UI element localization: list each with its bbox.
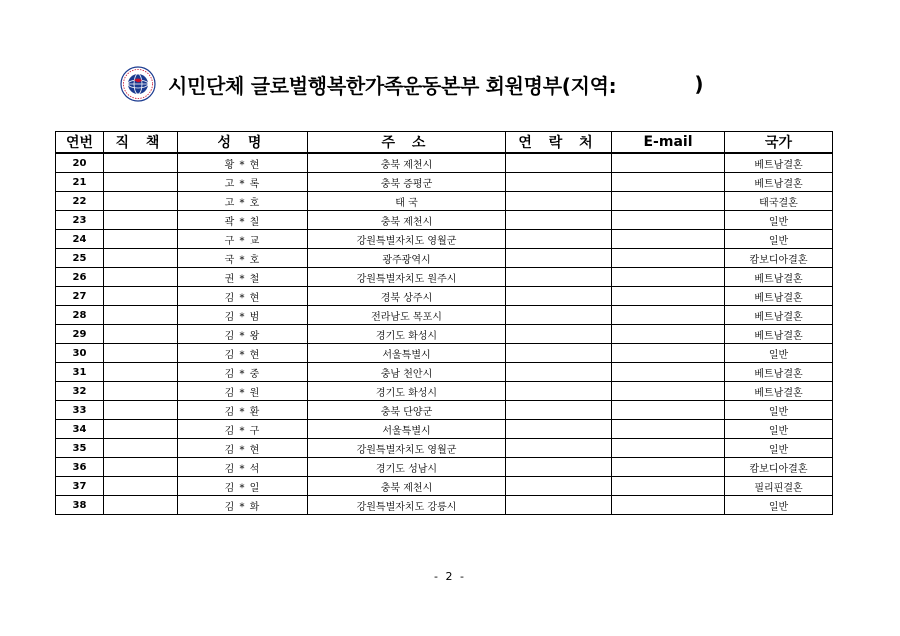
- cell-contact: [506, 439, 612, 458]
- cell-name: 김 * 현: [178, 287, 308, 306]
- column-header-email: E-mail: [612, 132, 725, 154]
- document-title: 시민단체 글로벌행복한가족운동본부 회원명부(지역:: [168, 73, 617, 98]
- cell-country: 베트남결혼: [725, 173, 833, 192]
- cell-name: 김 * 현: [178, 344, 308, 363]
- cell-number: 38: [56, 496, 104, 515]
- cell-email: [612, 344, 725, 363]
- cell-number: 36: [56, 458, 104, 477]
- cell-contact: [506, 496, 612, 515]
- cell-email: [612, 363, 725, 382]
- cell-country: 베트남결혼: [725, 363, 833, 382]
- table-row: [56, 268, 833, 287]
- table-row: [56, 363, 833, 382]
- cell-address: 충북 제천시: [308, 211, 506, 230]
- cell-name: 황 * 현: [178, 153, 308, 173]
- cell-country: 일반: [725, 439, 833, 458]
- cell-contact: [506, 211, 612, 230]
- column-header-number: 연번: [56, 132, 104, 154]
- cell-country: 베트남결혼: [725, 153, 833, 173]
- cell-name: 곽 * 칠: [178, 211, 308, 230]
- table-row: [56, 153, 833, 173]
- cell-number: 27: [56, 287, 104, 306]
- cell-contact: [506, 344, 612, 363]
- cell-country: 캄보디아결혼: [725, 458, 833, 477]
- cell-name: 김 * 현: [178, 439, 308, 458]
- cell-email: [612, 306, 725, 325]
- table-row: [56, 230, 833, 249]
- cell-number: 21: [56, 173, 104, 192]
- cell-address: 경북 상주시: [308, 287, 506, 306]
- table-body: [56, 153, 833, 515]
- cell-number: 23: [56, 211, 104, 230]
- cell-position: [104, 458, 178, 477]
- column-header-contact: 연 락 처: [506, 132, 612, 154]
- cell-contact: [506, 458, 612, 477]
- cell-country: 캄보디아결혼: [725, 249, 833, 268]
- cell-name: 권 * 철: [178, 268, 308, 287]
- cell-position: [104, 287, 178, 306]
- cell-country: 일반: [725, 344, 833, 363]
- cell-contact: [506, 477, 612, 496]
- cell-name: 구 * 교: [178, 230, 308, 249]
- cell-email: [612, 153, 725, 173]
- cell-email: [612, 496, 725, 515]
- cell-number: 37: [56, 477, 104, 496]
- cell-address: 태 국: [308, 192, 506, 211]
- cell-contact: [506, 173, 612, 192]
- column-header-address: 주 소: [308, 132, 506, 154]
- table-row: [56, 192, 833, 211]
- table-row: [56, 439, 833, 458]
- cell-name: 김 * 일: [178, 477, 308, 496]
- cell-email: [612, 173, 725, 192]
- column-header-position: 직 책: [104, 132, 178, 154]
- cell-contact: [506, 192, 612, 211]
- cell-number: 29: [56, 325, 104, 344]
- table-row: [56, 382, 833, 401]
- cell-email: [612, 458, 725, 477]
- cell-position: [104, 230, 178, 249]
- cell-country: 일반: [725, 401, 833, 420]
- cell-position: [104, 192, 178, 211]
- table-row: [56, 401, 833, 420]
- table-row: [56, 420, 833, 439]
- table-row: [56, 477, 833, 496]
- cell-contact: [506, 420, 612, 439]
- cell-number: 32: [56, 382, 104, 401]
- cell-email: [612, 230, 725, 249]
- cell-position: [104, 173, 178, 192]
- cell-address: 충북 제천시: [308, 477, 506, 496]
- cell-name: 김 * 구: [178, 420, 308, 439]
- table-row: [56, 287, 833, 306]
- cell-address: 강원특별자치도 영월군: [308, 439, 506, 458]
- cell-position: [104, 153, 178, 173]
- cell-address: 충북 제천시: [308, 153, 506, 173]
- cell-position: [104, 363, 178, 382]
- table-row: [56, 344, 833, 363]
- cell-contact: [506, 401, 612, 420]
- table-row: [56, 211, 833, 230]
- table-row: [56, 306, 833, 325]
- cell-number: 34: [56, 420, 104, 439]
- cell-contact: [506, 382, 612, 401]
- cell-number: 22: [56, 192, 104, 211]
- cell-position: [104, 401, 178, 420]
- cell-email: [612, 439, 725, 458]
- cell-country: 일반: [725, 211, 833, 230]
- cell-name: 김 * 원: [178, 382, 308, 401]
- cell-country: 일반: [725, 496, 833, 515]
- cell-name: 김 * 석: [178, 458, 308, 477]
- cell-address: 경기도 화성시: [308, 382, 506, 401]
- cell-email: [612, 192, 725, 211]
- cell-name: 김 * 왕: [178, 325, 308, 344]
- cell-number: 30: [56, 344, 104, 363]
- cell-number: 31: [56, 363, 104, 382]
- cell-position: [104, 420, 178, 439]
- cell-position: [104, 268, 178, 287]
- cell-email: [612, 211, 725, 230]
- cell-email: [612, 382, 725, 401]
- column-header-country: 국가: [725, 132, 833, 154]
- cell-address: 광주광역시: [308, 249, 506, 268]
- cell-email: [612, 477, 725, 496]
- page-number: - 2 -: [434, 570, 466, 583]
- cell-name: 김 * 화: [178, 496, 308, 515]
- cell-country: 베트남결혼: [725, 325, 833, 344]
- cell-country: 베트남결혼: [725, 306, 833, 325]
- cell-country: 일반: [725, 420, 833, 439]
- cell-address: 충북 단양군: [308, 401, 506, 420]
- cell-contact: [506, 153, 612, 173]
- table-row: [56, 173, 833, 192]
- cell-number: 25: [56, 249, 104, 268]
- cell-contact: [506, 230, 612, 249]
- cell-number: 20: [56, 153, 104, 173]
- cell-email: [612, 325, 725, 344]
- cell-address: 전라남도 목포시: [308, 306, 506, 325]
- cell-name: 김 * 범: [178, 306, 308, 325]
- cell-position: [104, 249, 178, 268]
- cell-address: 강원특별자치도 영월군: [308, 230, 506, 249]
- cell-number: 24: [56, 230, 104, 249]
- cell-name: 국 * 호: [178, 249, 308, 268]
- cell-contact: [506, 325, 612, 344]
- table-row: [56, 458, 833, 477]
- table-row: [56, 325, 833, 344]
- cell-address: 강원특별자치도 원주시: [308, 268, 506, 287]
- cell-contact: [506, 363, 612, 382]
- cell-position: [104, 344, 178, 363]
- cell-address: 강원특별자치도 강릉시: [308, 496, 506, 515]
- cell-email: [612, 249, 725, 268]
- cell-name: 고 * 호: [178, 192, 308, 211]
- cell-country: 일반: [725, 230, 833, 249]
- cell-email: [612, 268, 725, 287]
- column-header-name: 성 명: [178, 132, 308, 154]
- cell-address: 경기도 화성시: [308, 325, 506, 344]
- cell-country: 베트남결혼: [725, 382, 833, 401]
- cell-email: [612, 287, 725, 306]
- member-roster-table: [55, 131, 833, 515]
- cell-address: 충북 증평군: [308, 173, 506, 192]
- cell-email: [612, 420, 725, 439]
- document-title-row: [120, 66, 703, 102]
- cell-position: [104, 211, 178, 230]
- cell-name: 김 * 중: [178, 363, 308, 382]
- cell-country: 필리핀결혼: [725, 477, 833, 496]
- cell-number: 28: [56, 306, 104, 325]
- cell-contact: [506, 268, 612, 287]
- cell-contact: [506, 249, 612, 268]
- cell-position: [104, 382, 178, 401]
- table-row: [56, 496, 833, 515]
- cell-number: 26: [56, 268, 104, 287]
- cell-position: [104, 477, 178, 496]
- document-title-close: ): [694, 72, 704, 96]
- cell-country: 태국결혼: [725, 192, 833, 211]
- cell-contact: [506, 287, 612, 306]
- cell-number: 33: [56, 401, 104, 420]
- cell-name: 김 * 환: [178, 401, 308, 420]
- cell-address: 경기도 성남시: [308, 458, 506, 477]
- cell-country: 베트남결혼: [725, 268, 833, 287]
- cell-position: [104, 306, 178, 325]
- cell-name: 고 * 록: [178, 173, 308, 192]
- cell-position: [104, 325, 178, 344]
- cell-number: 35: [56, 439, 104, 458]
- cell-address: 충남 천안시: [308, 363, 506, 382]
- organization-globe-logo-icon: [120, 66, 156, 102]
- cell-position: [104, 439, 178, 458]
- cell-country: 베트남결혼: [725, 287, 833, 306]
- cell-position: [104, 496, 178, 515]
- cell-address: 서울특별시: [308, 344, 506, 363]
- cell-contact: [506, 306, 612, 325]
- cell-address: 서울특별시: [308, 420, 506, 439]
- table-row: [56, 249, 833, 268]
- cell-email: [612, 401, 725, 420]
- table-header-row: [56, 132, 833, 154]
